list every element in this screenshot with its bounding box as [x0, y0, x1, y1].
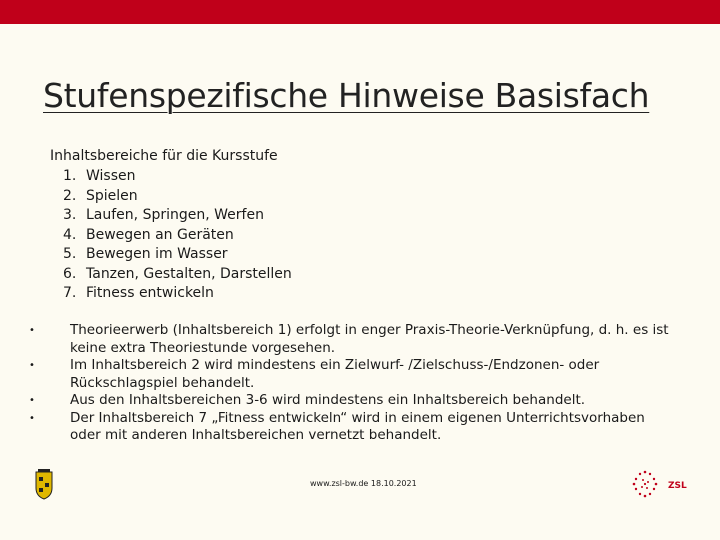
bullet-icon: •: [29, 325, 35, 336]
bullet-icon: •: [29, 395, 35, 406]
list-item: 4. Bewegen an Geräten: [63, 226, 234, 243]
bullet-item: • Der Inhaltsbereich 7 „Fitness entwickeln“ wird in einem eigenen Unterrichtsvorhaben oder mit anderen Inhaltsbereichen vernetzt behandelt.: [29, 409, 645, 443]
bullet-item: • Theorieerwerb (Inhaltsbereich 1) erfolgt in enger Praxis-Theorie-Verknüpfung, d. h. es ist keine extra Theoriestunde vorgesehen.: [29, 322, 669, 356]
zsl-logo-text: ZSL: [668, 481, 687, 491]
content-area-list: [63, 167, 292, 304]
list-item: 3. Laufen, Springen, Werfen: [63, 207, 264, 223]
footer-url-date: www.zsl-bw.de 18.10.2021: [310, 479, 417, 488]
top-accent-bar: [0, 0, 720, 24]
list-item: 2. Spielen: [63, 187, 138, 204]
notes-bullet-list: [29, 322, 679, 445]
list-item: 7. Fitness entwickeln: [63, 285, 214, 301]
state-crest-icon: [33, 468, 55, 500]
list-item: 5. Bewegen im Wasser: [63, 246, 228, 262]
list-item: 1. Wissen: [63, 168, 136, 184]
bullet-item: • Im Inhaltsbereich 2 wird mindestens ein Zielwurf- /Zielschuss-/Endzonen- oder Rückschlagspiel behandelt.: [29, 357, 600, 391]
section-heading: Inhaltsbereiche für die Kursstufe: [50, 148, 278, 164]
slide-title: Stufenspezifische Hinweise Basisfach: [43, 76, 650, 115]
zsl-logo-icon: [630, 468, 690, 500]
bullet-item: • Aus den Inhaltsbereichen 3-6 wird mindestens ein Inhaltsbereich behandelt.: [29, 392, 586, 408]
bullet-icon: •: [29, 412, 35, 424]
list-item: 6. Tanzen, Gestalten, Darstellen: [63, 265, 292, 282]
bullet-icon: •: [29, 360, 35, 371]
